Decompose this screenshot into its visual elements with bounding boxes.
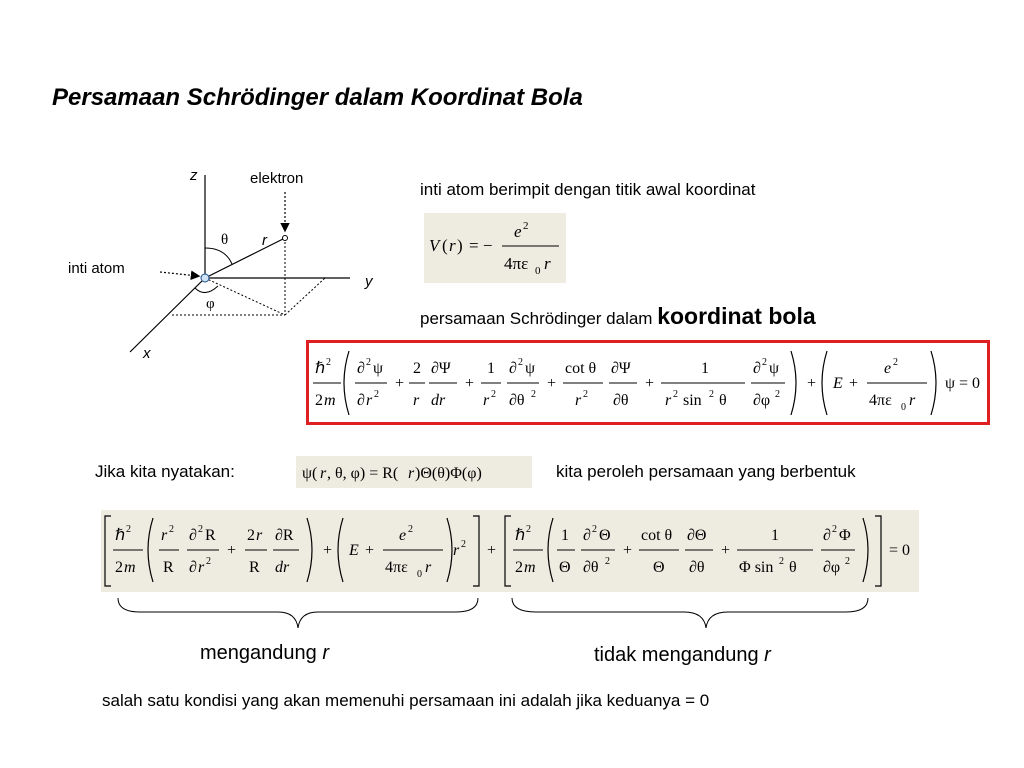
svg-text:+: +: [547, 375, 557, 392]
svg-text:dr: dr: [431, 392, 446, 409]
svg-text:∂Ψ: ∂Ψ: [431, 360, 451, 377]
svg-text:r: r: [665, 392, 672, 409]
svg-text:r: r: [408, 465, 415, 482]
svg-text:)Θ(θ)Φ(φ): )Θ(θ)Φ(φ): [415, 465, 482, 482]
svg-text:r: r: [413, 392, 420, 409]
svg-text:2: 2: [762, 357, 767, 368]
svg-text:e: e: [399, 527, 407, 544]
schrodinger-equation-box: [306, 340, 990, 425]
svg-text:dr: dr: [275, 559, 290, 576]
svg-text:r: r: [366, 392, 373, 409]
svg-text:∂: ∂: [189, 559, 197, 576]
elektron-label: elektron: [250, 170, 304, 187]
svg-text:Θ: Θ: [559, 559, 571, 576]
svg-text:Θ: Θ: [653, 559, 665, 576]
svg-text:e: e: [884, 360, 892, 377]
svg-text:0: 0: [417, 569, 422, 580]
svg-text:sin: sin: [683, 392, 702, 409]
svg-text:m: m: [524, 559, 536, 576]
svg-text:+: +: [323, 542, 333, 559]
electron-point: [283, 236, 288, 241]
axis-x-label: x: [143, 345, 151, 362]
jika-text: Jika kita nyatakan:: [95, 462, 235, 481]
phi-label: φ: [206, 296, 215, 312]
svg-text:, θ, φ) = R(: , θ, φ) = R(: [327, 465, 399, 482]
svg-text:2: 2: [775, 389, 780, 400]
svg-text:∂θ: ∂θ: [509, 392, 525, 409]
svg-text:R: R: [163, 559, 174, 576]
svg-text:E: E: [833, 375, 843, 392]
coordinate-diagram: [60, 160, 390, 370]
svg-text:e: e: [514, 222, 522, 241]
mengandung-r-var: r: [322, 642, 329, 664]
svg-text:∂: ∂: [189, 527, 197, 544]
svg-text:2: 2: [605, 556, 610, 567]
svg-text:∂R: ∂R: [275, 527, 294, 544]
svg-text:r: r: [483, 392, 490, 409]
svg-text:2: 2: [408, 524, 413, 535]
svg-text:cot θ: cot θ: [565, 360, 597, 377]
text-prefix: persamaan Schrödinger dalam: [420, 309, 658, 328]
svg-text:Φ: Φ: [839, 527, 851, 544]
svg-text:(: (: [442, 236, 448, 255]
axis-z-label: z: [190, 167, 198, 184]
svg-text:∂θ: ∂θ: [689, 559, 705, 576]
separated-equation: [101, 510, 919, 592]
svg-text:Φ sin: Φ sin: [739, 559, 774, 576]
svg-text:r: r: [453, 542, 460, 559]
svg-text:∂θ: ∂θ: [583, 559, 599, 576]
tidak-mengandung-text: tidak mengandung: [594, 644, 765, 666]
svg-text:∂Ψ: ∂Ψ: [611, 360, 631, 377]
svg-text:θ: θ: [719, 392, 727, 409]
svg-text:2: 2: [366, 357, 371, 368]
svg-text:2: 2: [845, 556, 850, 567]
svg-text:∂φ: ∂φ: [753, 392, 771, 409]
svg-text:r: r: [909, 392, 916, 409]
svg-text:∂Θ: ∂Θ: [687, 527, 707, 544]
braces: [100, 596, 890, 636]
svg-text:ℏ: ℏ: [315, 360, 326, 377]
svg-text:2: 2: [374, 389, 379, 400]
svg-text:2: 2: [315, 392, 323, 409]
tidak-mengandung-r-label: [594, 644, 771, 667]
svg-text:2: 2: [169, 524, 174, 535]
svg-text:2: 2: [523, 220, 529, 232]
svg-text:∂θ: ∂θ: [613, 392, 629, 409]
svg-text:0: 0: [535, 265, 541, 277]
radius-line: [205, 238, 285, 278]
svg-text:2: 2: [526, 524, 531, 535]
svg-text:2: 2: [491, 389, 496, 400]
svg-text:ψ: ψ: [769, 360, 780, 377]
svg-text:2: 2: [198, 524, 203, 535]
svg-text:r: r: [544, 254, 551, 273]
svg-text:2: 2: [893, 357, 898, 368]
svg-text:R: R: [249, 559, 260, 576]
separation-equation: [296, 456, 532, 488]
svg-text:+: +: [395, 375, 405, 392]
svg-text:2: 2: [583, 389, 588, 400]
r-label: r: [262, 232, 267, 249]
axis-y-label: y: [365, 273, 373, 290]
svg-text:= 0: = 0: [889, 542, 911, 559]
schrodinger-spherical-text: [420, 303, 816, 330]
svg-text:+: +: [227, 542, 237, 559]
schrodinger-equation: [309, 343, 987, 422]
svg-text:m: m: [324, 392, 336, 409]
svg-text:0: 0: [901, 402, 906, 413]
svg-text:r: r: [425, 559, 432, 576]
nucleus-point: [201, 274, 209, 282]
svg-text:ψ = 0: ψ = 0: [945, 375, 981, 392]
svg-text:+: +: [465, 375, 475, 392]
svg-text:2: 2: [126, 524, 131, 535]
svg-text:r: r: [198, 559, 205, 576]
svg-text:V: V: [429, 236, 440, 255]
tidak-mengandung-r-var: r: [764, 644, 771, 666]
svg-text:cot θ: cot θ: [641, 527, 673, 544]
svg-text:2: 2: [247, 527, 255, 544]
svg-text:2: 2: [518, 357, 523, 368]
svg-text:4πε: 4πε: [869, 392, 892, 409]
svg-text:∂: ∂: [823, 527, 831, 544]
svg-text:+: +: [849, 375, 859, 392]
svg-text:2: 2: [515, 559, 523, 576]
svg-text:2: 2: [531, 389, 536, 400]
svg-text:2: 2: [115, 559, 123, 576]
svg-text:r: r: [320, 465, 327, 482]
svg-text:E: E: [349, 542, 359, 559]
svg-text:ℏ: ℏ: [515, 527, 526, 544]
svg-text:Θ: Θ: [599, 527, 611, 544]
svg-text:+: +: [487, 542, 497, 559]
svg-text:ψ: ψ: [373, 360, 384, 377]
svg-text:2: 2: [779, 556, 784, 567]
mengandung-text: mengandung: [200, 642, 323, 664]
svg-text:ℏ: ℏ: [115, 527, 126, 544]
page-title: Persamaan Schrödinger dalam Koordinat Bola: [52, 84, 583, 111]
nucleus-origin-text: inti atom berimpit dengan titik awal koordinat: [420, 180, 756, 199]
svg-text:2: 2: [709, 389, 714, 400]
svg-text:1: 1: [701, 360, 709, 377]
svg-text:2: 2: [592, 524, 597, 535]
svg-text:m: m: [124, 559, 136, 576]
svg-text:r: r: [449, 236, 456, 255]
potential-equation: [424, 213, 566, 283]
theta-label: θ: [221, 232, 229, 248]
svg-text:r: r: [161, 527, 168, 544]
svg-text:r: r: [575, 392, 582, 409]
svg-text:+: +: [807, 375, 817, 392]
svg-text:2: 2: [206, 556, 211, 567]
svg-text:+: +: [365, 542, 375, 559]
svg-text:∂φ: ∂φ: [823, 559, 841, 576]
svg-text:= −: = −: [469, 236, 493, 255]
inti-atom-label: inti atom: [68, 260, 125, 277]
svg-text:R: R: [205, 527, 216, 544]
left-brace: [118, 598, 478, 628]
svg-text:1: 1: [771, 527, 779, 544]
svg-text:∂: ∂: [753, 360, 761, 377]
text-bold-koordinat-bola: koordinat bola: [657, 303, 816, 329]
svg-text:θ: θ: [789, 559, 797, 576]
svg-text:+: +: [645, 375, 655, 392]
svg-text:2: 2: [326, 357, 331, 368]
svg-text:∂: ∂: [357, 360, 365, 377]
svg-text:+: +: [623, 542, 633, 559]
svg-text:2: 2: [461, 539, 466, 550]
svg-text:ψ: ψ: [525, 360, 536, 377]
svg-text:4πε: 4πε: [504, 254, 529, 273]
footer-text: salah satu kondisi yang akan memenuhi persamaan ini adalah jika keduanya = 0: [102, 691, 710, 710]
svg-text:ψ(: ψ(: [302, 465, 318, 482]
kita-peroleh-text: kita peroleh persamaan yang berbentuk: [556, 462, 856, 481]
mengandung-r-label: [200, 642, 329, 665]
svg-text:1: 1: [487, 360, 495, 377]
svg-text:∂: ∂: [509, 360, 517, 377]
svg-text:1: 1: [561, 527, 569, 544]
svg-text:2: 2: [673, 389, 678, 400]
svg-text:): ): [457, 236, 463, 255]
svg-text:4πε: 4πε: [385, 559, 408, 576]
svg-text:+: +: [721, 542, 731, 559]
svg-text:2: 2: [832, 524, 837, 535]
svg-text:∂: ∂: [357, 392, 365, 409]
svg-text:∂: ∂: [583, 527, 591, 544]
svg-text:r: r: [256, 527, 263, 544]
svg-text:2: 2: [413, 360, 421, 377]
right-brace: [512, 598, 868, 628]
